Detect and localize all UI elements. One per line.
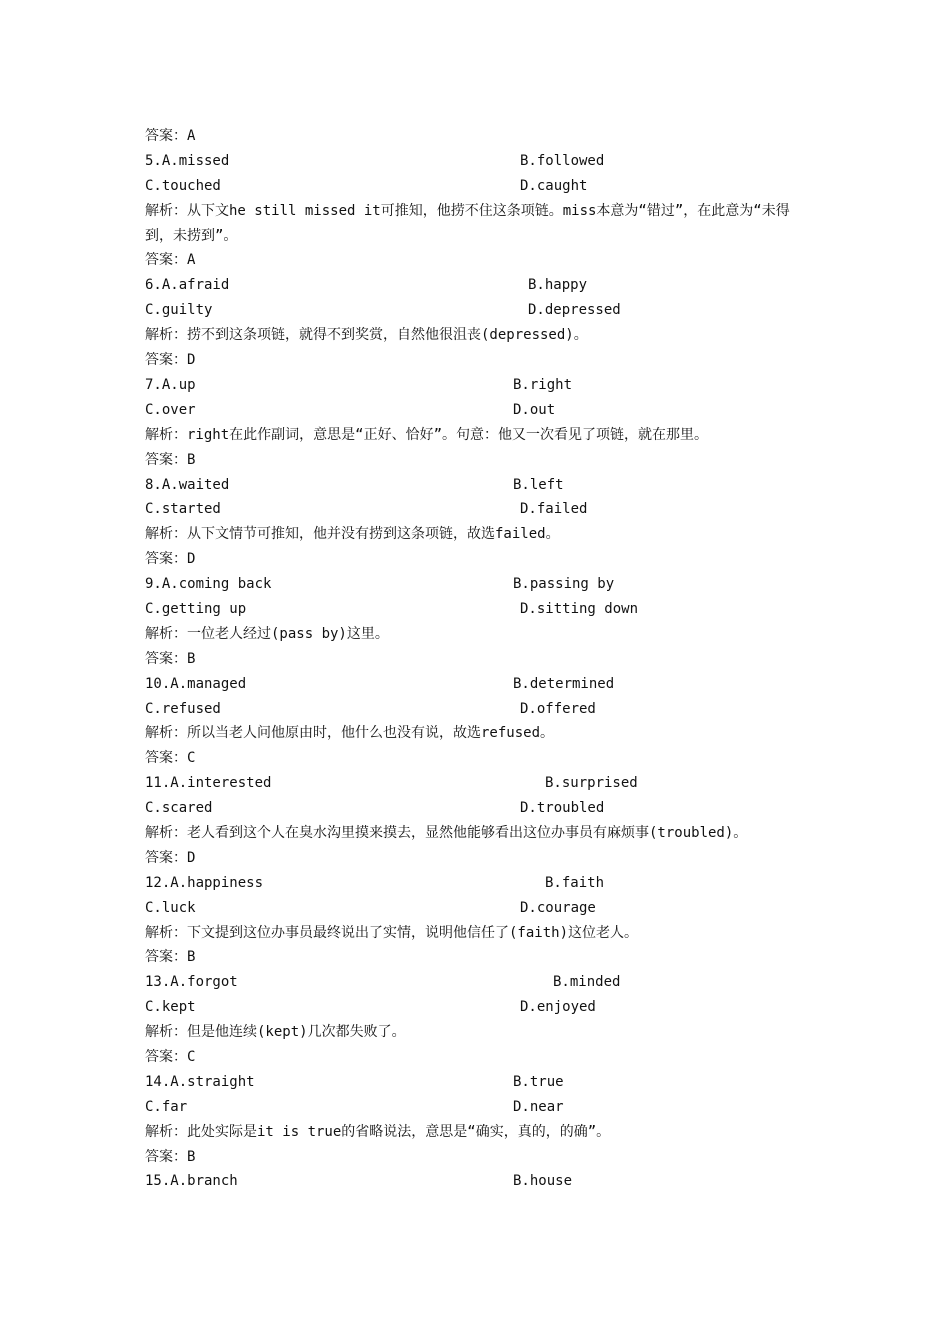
question-8-options-row-2 (145, 497, 815, 522)
answer-line: 答案：A (145, 128, 196, 144)
explanation-text: 解析：此处实际是it is true的省略说法，意思是“确实，真的，的确”。 (145, 1123, 611, 1140)
option-c: C.luck (145, 899, 196, 916)
option-d: D.enjoyed (520, 999, 596, 1016)
option-a: 8.A.waited (145, 476, 230, 493)
explanation-text: 解析：right在此作副词，意思是“正好、恰好”。句意：他又一次看见了项链，就在那里。 (145, 426, 708, 443)
option-d: D.troubled (520, 800, 605, 817)
question-14-options-row-2 (145, 1095, 815, 1120)
question-13-options-row-1 (145, 970, 815, 995)
document-page (145, 124, 815, 1194)
answer-line: 答案：D (145, 551, 196, 568)
option-d: D.depressed (528, 302, 621, 319)
option-d: D.out (513, 401, 556, 418)
answer-line: 答案：B (145, 1148, 196, 1165)
question-6-options-row-2 (145, 298, 815, 323)
option-b: B.surprised (545, 775, 638, 792)
question-8-options-row-1 (145, 473, 815, 498)
answer-line: 答案：D (145, 849, 196, 866)
question-10-options-row-1 (145, 672, 815, 697)
option-b: B.left (513, 476, 564, 493)
option-d: D.courage (520, 899, 596, 916)
option-a: 6.A.afraid (145, 277, 230, 294)
option-a: 14.A.straight (145, 1073, 255, 1090)
question-6-options-row-1 (145, 273, 815, 298)
question-10-options-row-2 (145, 697, 815, 722)
option-a: 10.A.managed (145, 675, 247, 692)
option-c: C.touched (145, 177, 221, 194)
answer-line: 答案：D (145, 352, 196, 369)
option-b: B.followed (520, 152, 605, 169)
answer-line: 答案：C (145, 1049, 196, 1065)
option-b: B.happy (528, 277, 588, 294)
explanation-text: 解析：从下文he still missed it可推知，他捞不住这条项链。miss本意为“错过”，在此意为“未得到，未捞到”。 (145, 202, 790, 244)
option-d: D.caught (520, 177, 588, 194)
explanation-text: 解析：捞不到这条项链，就得不到奖赏，自然他很沮丧(depressed)。 (145, 327, 588, 344)
answer-line: 答案：B (145, 451, 196, 468)
option-b: B.faith (545, 874, 605, 891)
question-9-options-row-1 (145, 572, 815, 597)
question-11-options-row-2 (145, 796, 815, 821)
option-a: 11.A.interested (145, 775, 272, 792)
option-b: B.right (513, 376, 573, 393)
option-b: B.house (513, 1173, 573, 1190)
option-d: D.offered (520, 700, 596, 717)
option-c: C.kept (145, 999, 196, 1016)
question-11-options-row-1 (145, 771, 815, 796)
question-7-options-row-1 (145, 373, 815, 398)
option-b: B.minded (553, 974, 621, 991)
answer-line: 答案：A (145, 252, 196, 269)
question-12-options-row-2 (145, 896, 815, 921)
option-b: B.passing by (513, 576, 615, 593)
option-c: C.scared (145, 800, 213, 817)
option-c: C.started (145, 501, 221, 518)
option-b: B.true (513, 1073, 564, 1090)
option-a: 9.A.coming back (145, 576, 272, 593)
option-a: 7.A.up (145, 376, 196, 393)
answer-line: 答案：B (145, 650, 196, 667)
option-a: 12.A.happiness (145, 874, 264, 891)
explanation-text: 解析：老人看到这个人在臭水沟里摸来摸去，显然他能够看出这位办事员有麻烦事(troubled)。 (145, 824, 748, 841)
question-13-options-row-2 (145, 995, 815, 1020)
question-14-options-row-1 (145, 1070, 815, 1095)
explanation-text: 解析：所以当老人问他原由时，他什么也没有说，故选refused。 (145, 725, 554, 742)
explanation-text: 解析：一位老人经过(pass by)这里。 (145, 625, 389, 642)
question-15-options-row-1 (145, 1169, 815, 1194)
option-d: D.sitting down (520, 600, 639, 617)
option-c: C.getting up (145, 600, 247, 617)
question-9-options-row-2 (145, 597, 815, 622)
option-d: D.failed (520, 501, 588, 518)
question-12-options-row-1 (145, 871, 815, 896)
explanation-text: 解析：从下文情节可推知，他并没有捞到这条项链，故选failed。 (145, 526, 560, 543)
explanation-text: 解析：下文提到这位办事员最终说出了实情，说明他信任了(faith)这位老人。 (145, 924, 638, 941)
answer-line: 答案：C (145, 750, 196, 767)
option-c: C.over (145, 401, 196, 418)
option-c: C.guilty (145, 302, 213, 319)
question-7-options-row-2 (145, 398, 815, 423)
question-5-options-row-1 (145, 149, 815, 174)
option-a: 5.A.missed (145, 152, 230, 169)
option-c: C.refused (145, 700, 221, 717)
option-b: B.determined (513, 675, 615, 692)
option-c: C.far (145, 1098, 188, 1115)
question-5-options-row-2 (145, 174, 815, 199)
explanation-text: 解析：但是他连续(kept)几次都失败了。 (145, 1024, 406, 1041)
option-a: 13.A.forgot (145, 974, 238, 991)
option-d: D.near (513, 1098, 564, 1115)
answer-line: 答案：B (145, 949, 196, 966)
option-a: 15.A.branch (145, 1173, 238, 1190)
